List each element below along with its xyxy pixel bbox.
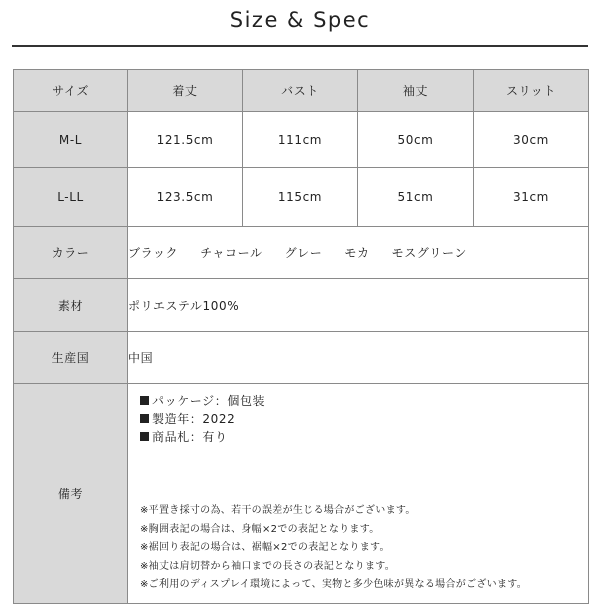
title-divider (12, 45, 588, 47)
color-value: モスグリーン (391, 246, 467, 260)
sleeve-value: 51cm (358, 168, 474, 227)
table-row (14, 168, 589, 227)
header-bust: バスト (243, 70, 358, 112)
note-item: パッケージ：個包装 (140, 392, 588, 410)
remark-line: ※裾回り表記の場合は、裾幅×2での表記となります。 (140, 542, 390, 553)
material-row (14, 279, 589, 332)
size-label: L-LL (14, 168, 128, 227)
slit-value: 30cm (474, 112, 589, 168)
color-label: カラー (14, 227, 128, 279)
origin-row (14, 332, 589, 384)
notes-row (14, 384, 589, 604)
color-value: グレー (284, 246, 323, 260)
header-length: 着丈 (128, 70, 243, 112)
note-item: 製造年：2022 (140, 410, 588, 428)
header-size: サイズ (14, 70, 128, 112)
color-row (14, 227, 589, 279)
square-bullet-icon (140, 396, 149, 405)
square-bullet-icon (140, 432, 149, 441)
color-value: モカ (344, 246, 370, 260)
slit-value: 31cm (474, 168, 589, 227)
square-bullet-icon (140, 414, 149, 423)
remark-line: ※ご利用のディスプレイ環境によって、実物と多少色味が異なる場合がございます。 (140, 579, 528, 590)
table-row (14, 112, 589, 168)
sleeve-value: 50cm (358, 112, 474, 168)
bust-value: 111cm (243, 112, 358, 168)
color-value: ブラック (128, 246, 179, 260)
size-label: M-L (14, 112, 128, 168)
length-value: 121.5cm (128, 112, 243, 168)
note-item: 商品札：有り (140, 428, 588, 446)
page-title: Size & Spec (229, 8, 371, 32)
header-slit: スリット (474, 70, 589, 112)
notes-label: 備考 (14, 384, 128, 604)
header-sleeve: 袖丈 (358, 70, 474, 112)
bust-value: 115cm (243, 168, 358, 227)
color-value: チャコール (200, 246, 263, 260)
notes-cell (128, 384, 589, 604)
table-header-row (14, 70, 589, 112)
spec-table (13, 69, 589, 604)
length-value: 123.5cm (128, 168, 243, 227)
material-label: 素材 (14, 279, 128, 332)
material-value: ポリエステル100% (128, 279, 589, 332)
origin-label: 生産国 (14, 332, 128, 384)
remark-line: ※胸囲表記の場合は、身幅×2での表記となります。 (140, 523, 380, 535)
remark-line: ※平置き採寸の為、若干の誤差が生じる場合がございます。 (140, 505, 416, 516)
remark-line: ※袖丈は肩切替から袖口までの長さの表記となります。 (140, 560, 396, 572)
origin-value: 中国 (128, 332, 589, 384)
color-values (128, 227, 589, 279)
